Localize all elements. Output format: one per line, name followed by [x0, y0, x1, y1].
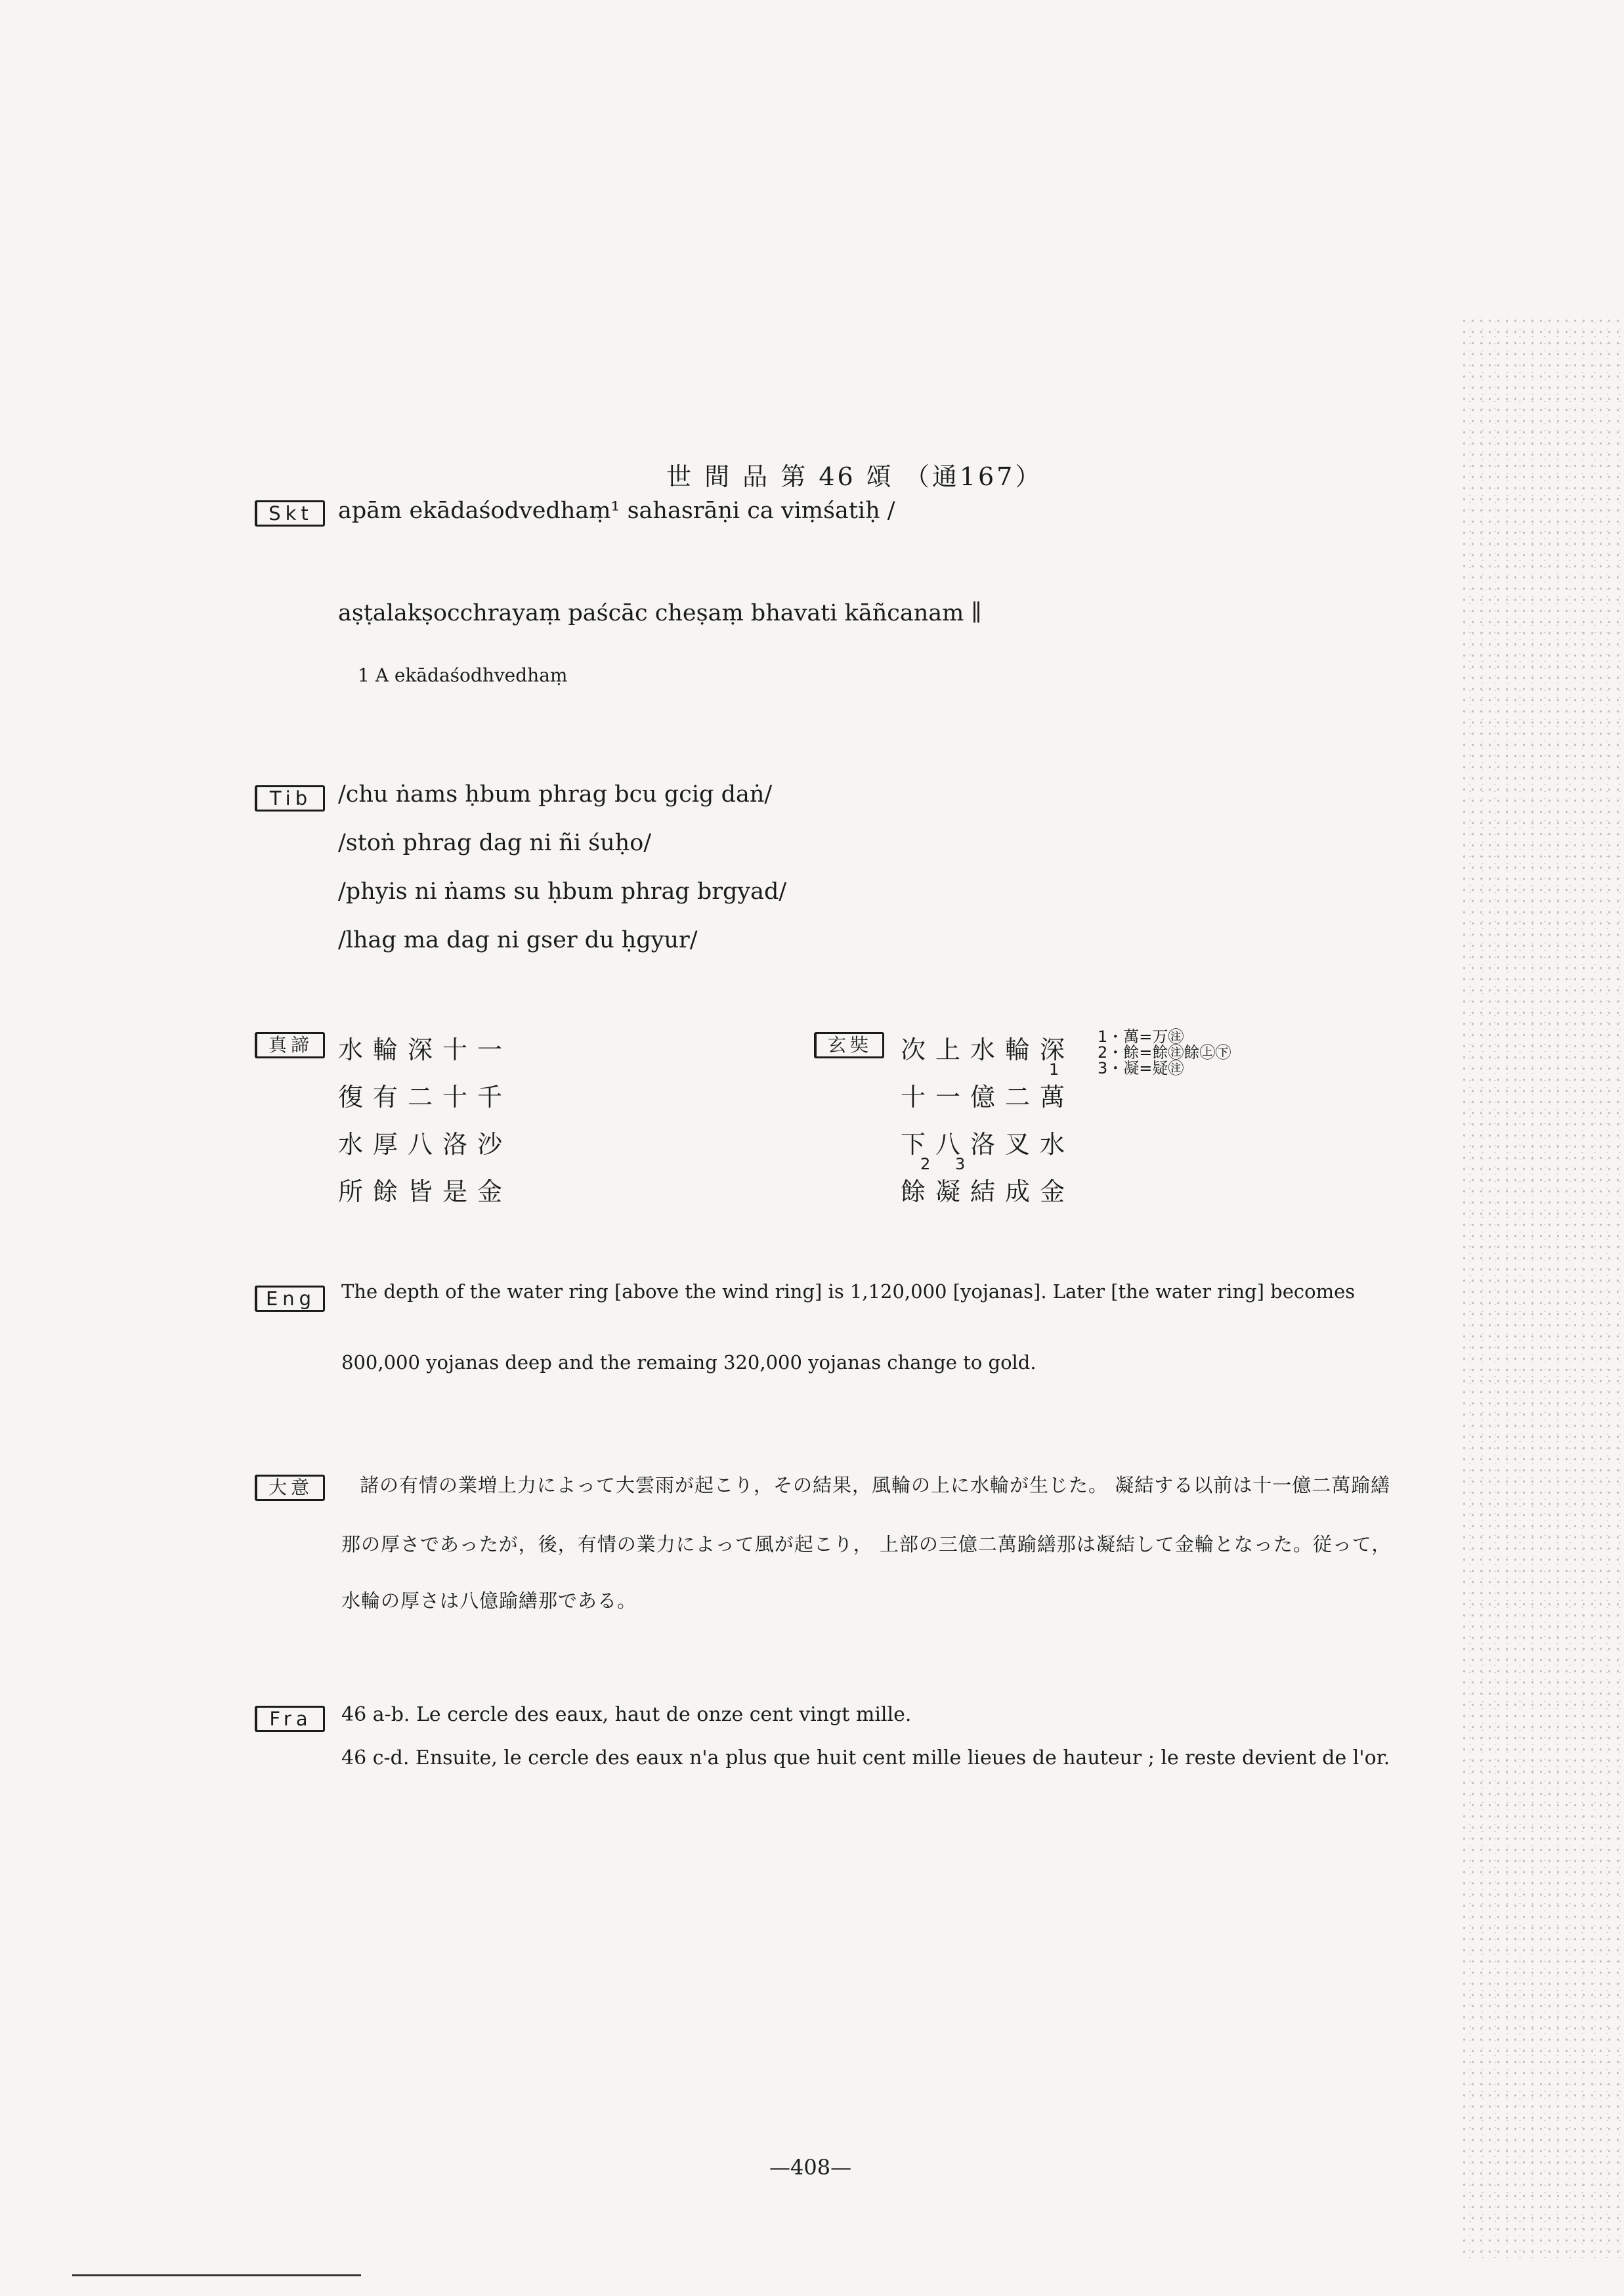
xuanzang-note-2: 2・餘=餘㊟餘㊤㊦ [1098, 1043, 1231, 1062]
zhendi-line-2: 復有二十千 [338, 1083, 513, 1112]
xuanzang-line-2: 十一億二萬 [901, 1083, 1075, 1112]
xuanzang-sup-3: 3 [955, 1155, 966, 1173]
xuanzang-line-3: 下八洛叉水 [901, 1130, 1075, 1159]
xuanzang-sup-1: 1 [1049, 1060, 1059, 1079]
xuanzang-line-4: 餘凝結成金 [901, 1177, 1075, 1206]
zhendi-line-4: 所餘皆是金 [338, 1177, 513, 1206]
zhendi-line-1: 水輪深十一 [338, 1035, 513, 1064]
tib-line-3: /phyis ni ṅams su ḥbum phrag brgyad/ [338, 878, 787, 905]
xuanzang-sup-2: 2 [920, 1155, 931, 1173]
skt-line-2: aṣṭalakṣocchrayaṃ paścāc cheṣaṃ bhavati kāñcanam ∥ [338, 600, 982, 626]
bottom-rule [72, 2274, 361, 2276]
fra-line-2: 46 c-d. Ensuite, le cercle des eaux n'a plus que huit cent mille lieues de hauteur ; le reste devient de l'or. [341, 1746, 1390, 1769]
summary-line-2: 那の厚さであったが，後，有情の業力によって風が起こり， 上部の三億二萬踰繕那は凝結して金輪となった。従って， [341, 1533, 1392, 1555]
zhendi-tag: 真諦 [255, 1032, 325, 1058]
xuanzang-note-1: 1・萬=万㊟ [1098, 1028, 1184, 1046]
summary-tag: 大意 [255, 1475, 325, 1501]
tib-tag: Tib [255, 785, 325, 812]
xuanzang-line-1: 次上水輪深 [901, 1035, 1075, 1064]
xuanzang-note-3: 3・凝=疑㊟ [1098, 1059, 1184, 1077]
skt-tag: Skt [255, 500, 325, 527]
tib-line-4: /lhag ma dag ni gser du ḥgyur/ [338, 927, 698, 953]
summary-line-3: 水輪の厚さは八億踰繕那である。 [341, 1590, 637, 1612]
eng-line-2: 800,000 yojanas deep and the remaing 320,000 yojanas change to gold. [341, 1351, 1036, 1374]
fra-line-1: 46 a-b. Le cercle des eaux, haut de onze cent vingt mille. [341, 1703, 912, 1726]
zhendi-line-3: 水厚八洛沙 [338, 1130, 513, 1159]
fra-tag: Fra [255, 1706, 325, 1732]
eng-line-1: The depth of the water ring [above the wind ring] is 1,120,000 [yojanas]. Later [the water ring] becomes [341, 1280, 1356, 1303]
scan-edge-noise [1460, 315, 1624, 2259]
skt-line-1: apām ekādaśodvedhaṃ¹ sahasrāṇi ca viṃśatiḥ / [338, 498, 895, 524]
summary-line-1: 諸の有情の業増上力によって大雲雨が起こり，その結果，風輪の上に水輪が生じた。 凝結する以前は十一億二萬踰繕 [360, 1474, 1391, 1496]
tib-line-2: /stoṅ phrag dag ni ñi śuḥo/ [338, 830, 652, 856]
eng-tag: Eng [255, 1286, 325, 1312]
page-heading: 世 間 品 第 46 頌 （通167） [666, 462, 1043, 491]
skt-note: 1 A ekādaśodhvedhaṃ [358, 664, 568, 686]
xuanzang-tag: 玄奘 [814, 1032, 884, 1058]
page-number: —408— [769, 2155, 852, 2180]
tib-line-1: /chu ṅams ḥbum phrag bcu gcig daṅ/ [338, 781, 773, 808]
